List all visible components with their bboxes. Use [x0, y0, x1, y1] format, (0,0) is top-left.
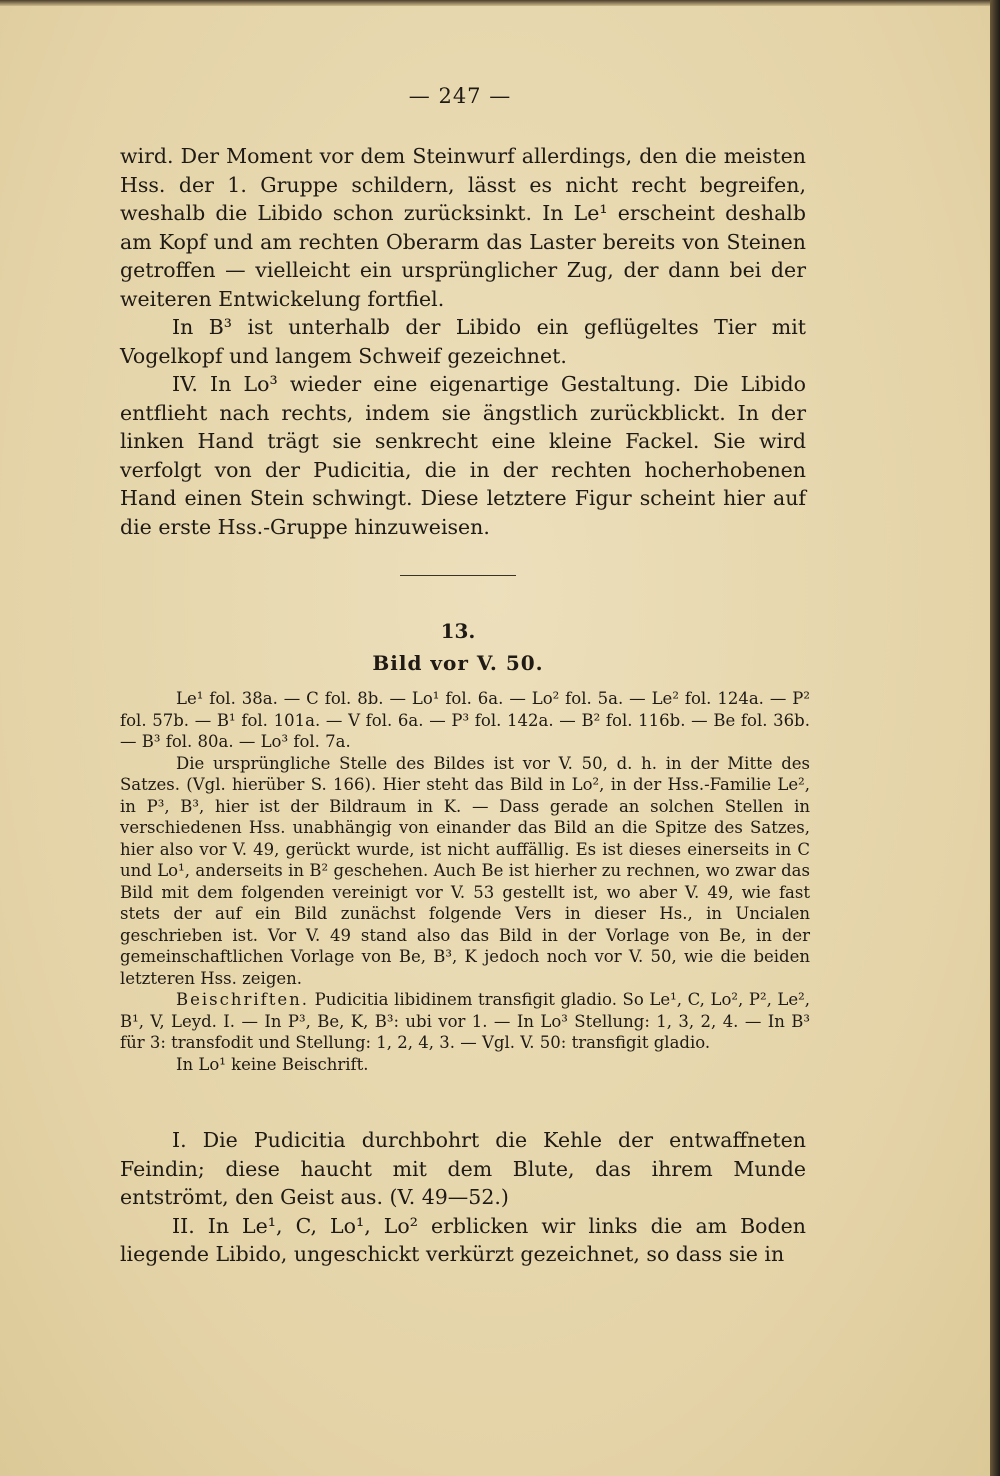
inscriptions-text: Pudicitia libidinem transfigit gladio. So Le¹, C, Lo², P², Le², B¹, V, Leyd. I. — In P³, Be, K, B³: ubi vor 1. — In Lo³ Stellung: 1, 3, 2, 4. — In B³ für 3: transfodit und Stellung: 1, 2, 4, 3. — Vgl. V. 50: transfigit gladio.	[120, 990, 811, 1052]
top-text-block	[120, 142, 806, 541]
notes-block	[120, 688, 810, 1075]
note-original-position: Die ursprüngliche Stelle des Bildes ist vor V. 50, d. h. in der Mitte des Satzes. (Vgl. hierüber S. 166). Hier steht das Bild in Lo², in der Hss.-Familie Le², in P³, B³, hier ist der Bildraum in K. — Dass gerade an solchen Stellen in verschiedenen Hss. unabhängig von einander das Bild an die Spitze des Satzes, hier also vor V. 49, gerückt wurde, ist nicht auffällig. Es ist dieses einerseits in C und Lo¹, anderseits in B² geschehen. Auch Be ist hierher zu rechnen, wo zwar das Bild mit dem folgenden vereinigt vor V. 53 gestellt ist, wo aber V. 49, wie fast stets der auf ein Bild zunächst folgende Vers in dieser Hs., in Uncialen geschrieben ist. Vor V. 49 stand also das Bild in der Vorlage von Be, in der gemeinschaftlichen Vorlage von Be, B³, K jedoch noch vor V. 50, wie die beiden letzteren Hss. zeigen.	[120, 753, 810, 988]
paragraph-lo3-variant: IV. In Lo³ wieder eine eigenartige Gestaltung. Die Libido entflieht nach rechts, indem sie ängstlich zurückblickt. In der linken Hand trägt sie senkrecht eine kleine Fackel. Sie wird verfolgt von der Pudicitia, die in der rechten hocherhobenen Hand einen Stein schwingt. Diese letztere Figur scheint hier auf die erste Hss.-Gruppe hinzuweisen.	[120, 372, 806, 539]
bottom-text-block	[120, 1126, 806, 1269]
paragraph-libido-lying: II. In Le¹, C, Lo¹, Lo² erblicken wir links die am Boden liegende Libido, ungeschickt verkürzt gezeichnet, so dass sie in	[120, 1213, 806, 1266]
page-top-edge	[0, 0, 990, 6]
section-number: 13.	[440, 619, 476, 643]
paragraph-pudicitia-pierces: I. Die Pudicitia durchbohrt die Kehle der entwaffneten Feindin; diese haucht mit dem Blute, das ihrem Munde entströmt, den Geist aus. (V. 49—52.)	[120, 1128, 806, 1209]
note-no-inscription: In Lo¹ keine Beischrift.	[176, 1054, 369, 1074]
paragraph-winged-animal: In B³ ist unterhalb der Libido ein geflügeltes Tier mit Vogelkopf und langem Schweif gezeichnet.	[120, 315, 806, 368]
paragraph-libido-sinking: wird. Der Moment vor dem Steinwurf allerdings, den die meisten Hss. der 1. Gruppe schildern, lässt es nicht recht begreifen, weshalb die Libido schon zurücksinkt. In Le¹ erscheint deshalb am Kopf und am rechten Oberarm das Laster bereits von Steinen getroffen — vielleicht ein ursprünglicher Zug, der dann bei der weiteren Entwickelung fortfiel.	[120, 144, 806, 311]
book-binding-edge	[990, 0, 1000, 1476]
note-inscriptions	[120, 989, 810, 1054]
folio-list: Le¹ fol. 38a. — C fol. 8b. — Lo¹ fol. 6a. — Lo² fol. 5a. — Le² fol. 124a. — P² fol. 57b. — B¹ fol. 101a. — V fol. 6a. — P³ fol. 142a. — B² fol. 116b. — Be fol. 36b. — B³ fol. 80a. — Lo³ fol. 7a.	[120, 689, 810, 751]
section-title: Bild vor V. 50.	[372, 651, 544, 675]
page-number: — 247 —	[408, 84, 512, 108]
inscriptions-label: Beischriften.	[176, 990, 310, 1009]
section-divider	[400, 575, 516, 576]
